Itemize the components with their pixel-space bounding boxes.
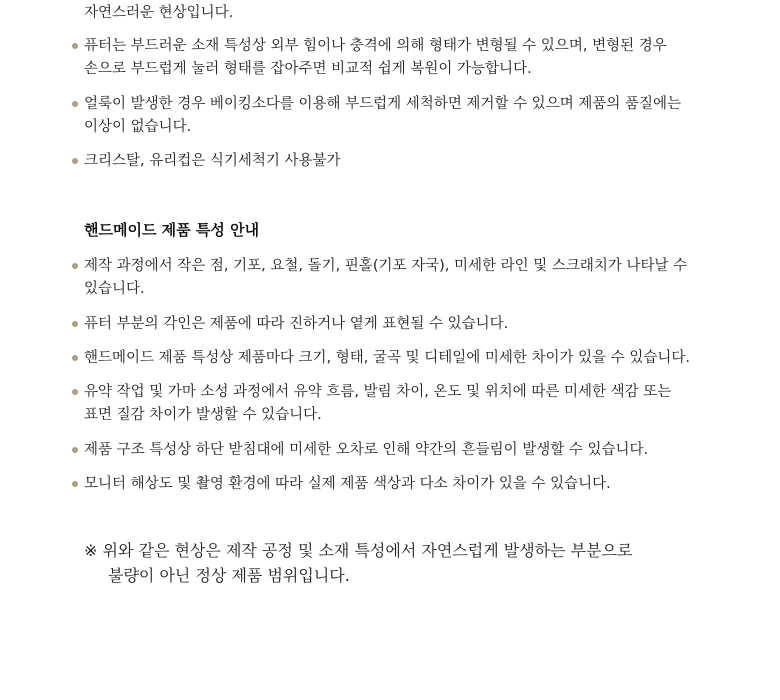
section-title-handmade: 핸드메이드 제품 특성 안내 — [84, 221, 260, 239]
care-item-stain-line1: 얼룩이 발생한 경우 베이킹소다를 이용해 부드럽게 세척하면 제거할 수 있으며 제품의 품질에는 — [84, 96, 681, 112]
handmade-item-marks-line2: 있습니다. — [84, 281, 145, 297]
bullet-dot-icon — [72, 263, 78, 269]
bullet-dot-icon — [72, 101, 78, 107]
bullet-dot-icon — [72, 447, 78, 453]
disclaimer-note-line1: ※ 위와 같은 현상은 제작 공정 및 소재 특성에서 자연스럽게 발생하는 부분으로 — [84, 541, 633, 560]
bullet-dot-icon — [72, 158, 78, 164]
bullet-dot-icon — [72, 481, 78, 487]
handmade-item-glaze-line1: 유약 작업 및 가마 소성 과정에서 유약 흐름, 발림 차이, 온도 및 위치에 따른 미세한 색감 또는 — [84, 384, 672, 400]
bullet-dot-icon — [72, 355, 78, 361]
bullet-dot-icon — [72, 389, 78, 395]
disclaimer-note-line2: 불량이 아닌 정상 제품 범위입니다. — [108, 566, 350, 585]
handmade-item-glaze-line2: 표면 질감 차이가 발생할 수 있습니다. — [84, 407, 322, 423]
handmade-item-variation: 핸드메이드 제품 특성상 제품마다 크기, 형태, 굴곡 및 디테일에 미세한 차이가 있을 수 있습니다. — [84, 350, 691, 366]
handmade-item-base-wobble: 제품 구조 특성상 하단 받침대에 미세한 오차로 인해 약간의 흔들림이 발생할 수 있습니다. — [84, 442, 649, 458]
care-item-dishwasher: 크리스탈, 유리컵은 식기세척기 사용불가 — [84, 153, 341, 169]
bullet-dot-icon — [72, 321, 78, 327]
care-item-stain-line2: 이상이 없습니다. — [84, 119, 192, 135]
care-item-deformation-line2: 손으로 부드럽게 눌러 형태를 잡아주면 비교적 쉽게 복원이 가능합니다. — [84, 61, 532, 77]
handmade-item-engraving: 퓨터 부분의 각인은 제품에 따라 진하거나 옅게 표현될 수 있습니다. — [84, 316, 509, 332]
handmade-item-monitor-color: 모니터 해상도 및 촬영 환경에 따라 실제 제품 색상과 다소 차이가 있을 수 있습니다. — [84, 476, 611, 492]
bullet-dot-icon — [72, 43, 78, 49]
intro-text-tail: 자연스러운 현상입니다. — [84, 5, 234, 21]
care-item-deformation-line1: 퓨터는 부드러운 소재 특성상 외부 힘이나 충격에 의해 형태가 변형될 수 있으며, 변형된 경우 — [84, 38, 667, 54]
handmade-item-marks-line1: 제작 과정에서 작은 점, 기포, 요철, 돌기, 핀홀(기포 자국), 미세한 라인 및 스크래치가 나타날 수 — [84, 258, 688, 274]
